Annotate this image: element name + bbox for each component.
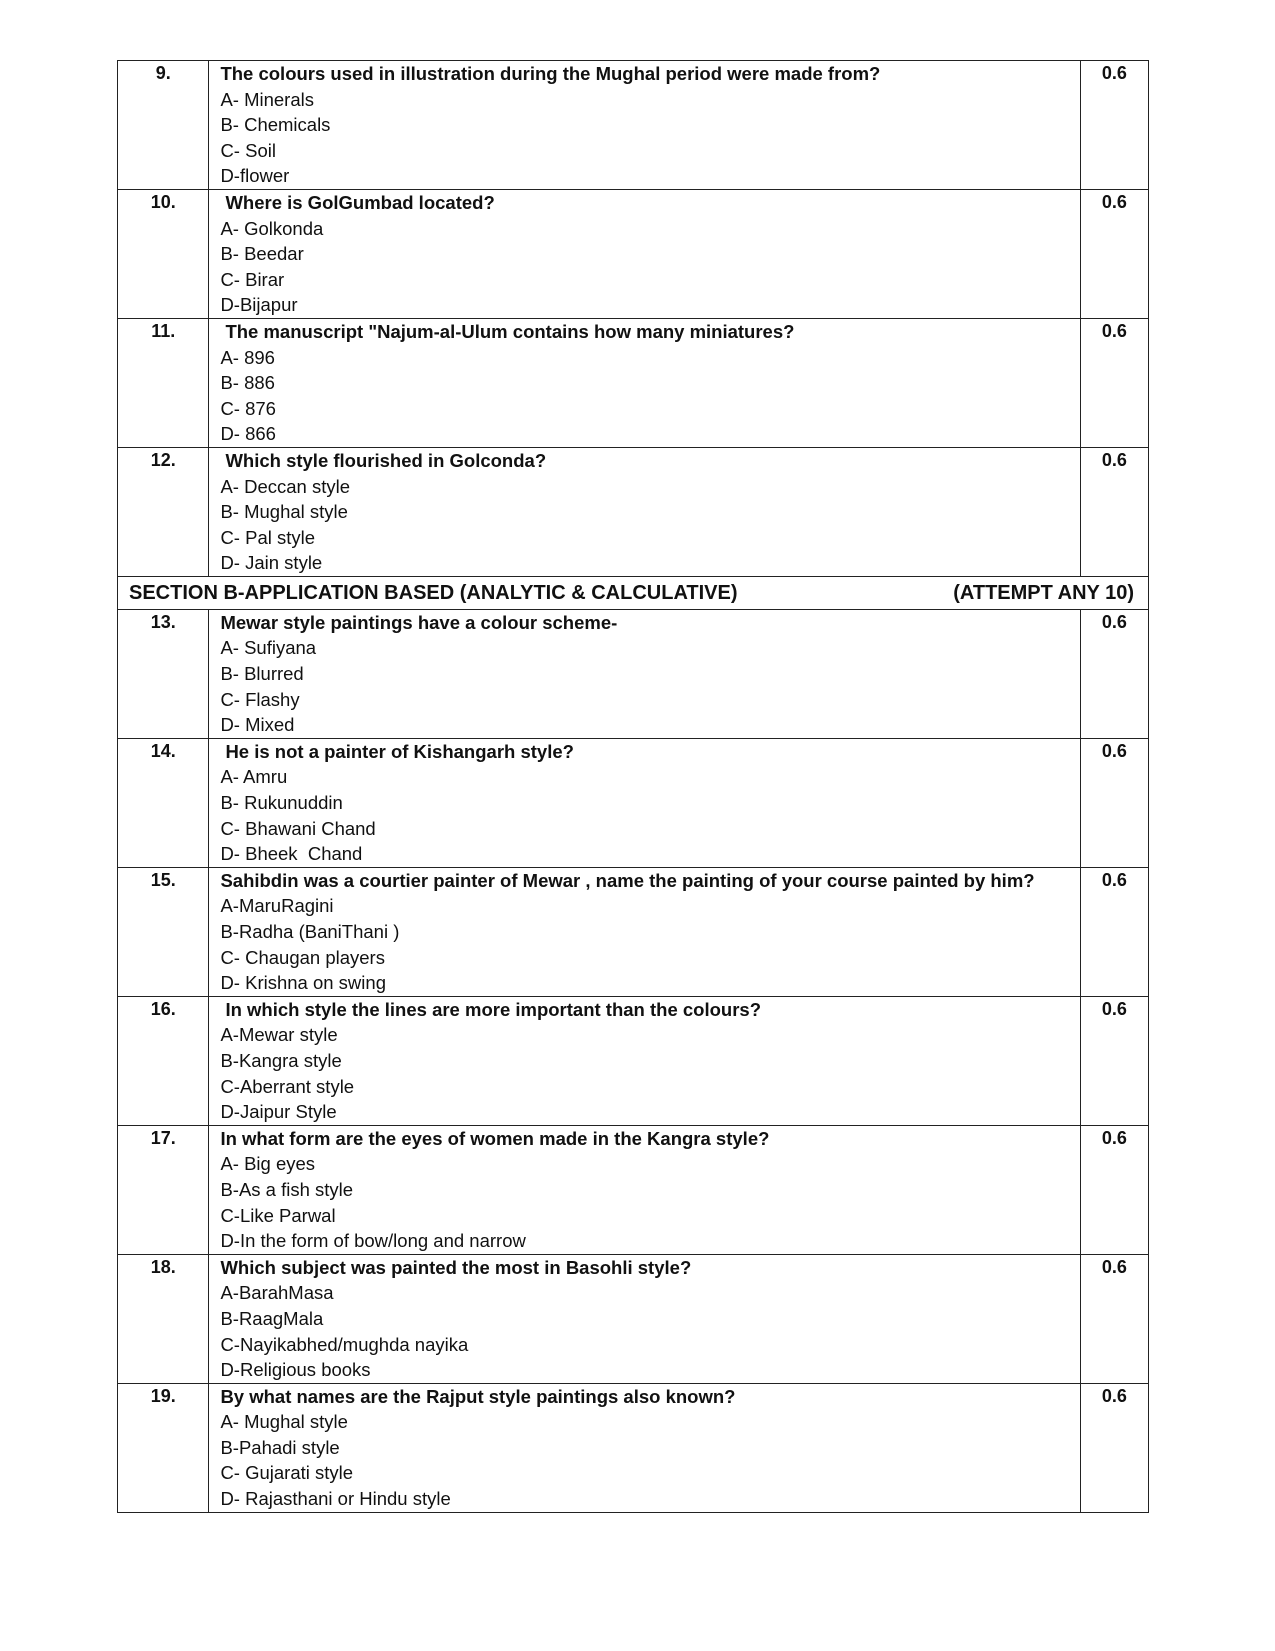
question-cell [209,738,1080,867]
answer-option: D- Krishna on swing [220,972,386,994]
section-b-header-group [118,576,1149,609]
question-text: Mewar style paintings have a colour scheme- [220,611,618,633]
question-row [118,867,1149,996]
answer-option: B- Chemicals [220,114,331,136]
answer-option: C- Flashy [220,688,300,710]
question-cell [209,1125,1080,1254]
answer-option: A- Sufiyana [220,637,317,659]
question-row [118,318,1149,447]
question-marks: 0.6 [1080,738,1148,867]
question-number: 14. [118,738,209,867]
question-cell [209,867,1080,996]
answer-option: D-Religious books [220,1359,371,1381]
answer-option: B- Blurred [220,663,304,685]
section-b-header [118,576,1149,609]
question-marks: 0.6 [1080,1254,1148,1383]
answer-option: A- Golkonda [220,217,324,239]
question-marks: 0.6 [1080,61,1148,190]
question-number: 16. [118,996,209,1125]
answer-option: A-BarahMasa [220,1282,334,1304]
question-cell [209,1254,1080,1383]
answer-option: B-RaagMala [220,1307,324,1329]
answer-option: A-MaruRagini [220,895,334,917]
question-cell [209,1383,1080,1512]
question-number: 10. [118,189,209,318]
answer-option: B- Rukunuddin [220,792,343,814]
question-number: 19. [118,1383,209,1512]
question-marks: 0.6 [1080,447,1148,576]
answer-option: A- Big eyes [220,1153,316,1175]
answer-option: A- Minerals [220,88,314,110]
answer-option: D- 866 [220,423,276,445]
answer-option: C- 876 [220,397,276,419]
question-marks: 0.6 [1080,867,1148,996]
answer-option: C- Bhawani Chand [220,817,376,839]
question-cell [209,318,1080,447]
answer-option: A- Deccan style [220,475,350,497]
question-number: 15. [118,867,209,996]
question-text: By what names are the Rajput style paintings also known? [220,1385,736,1407]
question-number: 17. [118,1125,209,1254]
questions-part-1 [118,61,1149,577]
question-row [118,609,1149,738]
answer-option: B- Mughal style [220,501,348,523]
answer-option: A- Amru [220,766,288,788]
question-text: The colours used in illustration during the Mughal period were made from? [220,63,881,84]
question-table [117,60,1149,1513]
question-marks: 0.6 [1080,996,1148,1125]
answer-option: D- Bheek Chand [220,843,363,865]
question-text: Which subject was painted the most in Basohli style? [220,1256,692,1278]
answer-option: A- Mughal style [220,1411,348,1433]
answer-option: B-Kangra style [220,1049,342,1071]
answer-option: C-Like Parwal [220,1204,336,1226]
question-cell [209,447,1080,576]
question-number: 12. [118,447,209,576]
question-row [118,1125,1149,1254]
answer-option: A- 896 [220,346,275,368]
answer-option: B-Radha (BaniThani ) [220,921,400,942]
answer-option: C- Birar [220,268,285,290]
question-text: In what form are the eyes of women made in the Kangra style? [220,1127,770,1149]
section-title: SECTION B-APPLICATION BASED (ANALYTIC & CALCULATIVE) [129,581,738,604]
question-cell [209,996,1080,1125]
question-text: He is not a painter of Kishangarh style? [225,740,574,762]
question-number: 13. [118,609,209,738]
question-cell [209,61,1080,190]
question-marks: 0.6 [1080,609,1148,738]
answer-option: C- Chaugan players [220,946,385,968]
question-cell [209,609,1080,738]
question-number: 9. [118,61,209,190]
answer-option: B- 886 [220,372,275,394]
question-cell [209,189,1080,318]
question-text: Which style flourished in Golconda? [225,449,547,471]
questions-part-2 [118,609,1149,1512]
question-number: 11. [118,318,209,447]
question-row [118,447,1149,576]
answer-option: C-Nayikabhed/mughda nayika [220,1333,469,1355]
question-row [118,1383,1149,1512]
answer-option: D-flower [220,165,290,187]
question-marks: 0.6 [1080,1383,1148,1512]
answer-option: A-Mewar style [220,1024,338,1046]
answer-option: B-As a fish style [220,1178,354,1200]
question-row [118,738,1149,867]
answer-option: C- Pal style [220,526,316,548]
question-text: In which style the lines are more important than the colours? [225,998,762,1020]
answer-option: C-Aberrant style [220,1075,355,1097]
question-marks: 0.6 [1080,1125,1148,1254]
answer-option: D-Jaipur Style [220,1101,337,1123]
question-marks: 0.6 [1080,189,1148,318]
answer-option: D-Bijapur [220,294,298,316]
answer-option: C- Soil [220,139,276,161]
question-text: Where is GolGumbad located? [225,191,495,213]
answer-option: D- Rajasthani or Hindu style [220,1488,451,1510]
answer-option: D- Jain style [220,552,323,574]
question-row [118,61,1149,190]
question-row [118,996,1149,1125]
question-text: The manuscript "Najum-al-Ulum contains how many miniatures? [225,320,795,342]
question-row [118,1254,1149,1383]
question-row [118,189,1149,318]
question-text: Sahibdin was a courtier painter of Mewar , name the painting of your course painted by him? [220,869,1035,891]
question-number: 18. [118,1254,209,1383]
answer-option: B-Pahadi style [220,1436,340,1458]
answer-option: C- Gujarati style [220,1462,354,1484]
question-marks: 0.6 [1080,318,1148,447]
answer-option: D-In the form of bow/long and narrow [220,1230,526,1252]
answer-option: B- Beedar [220,243,304,265]
answer-option: D- Mixed [220,714,295,736]
section-instruction: (ATTEMPT ANY 10) [953,581,1134,604]
